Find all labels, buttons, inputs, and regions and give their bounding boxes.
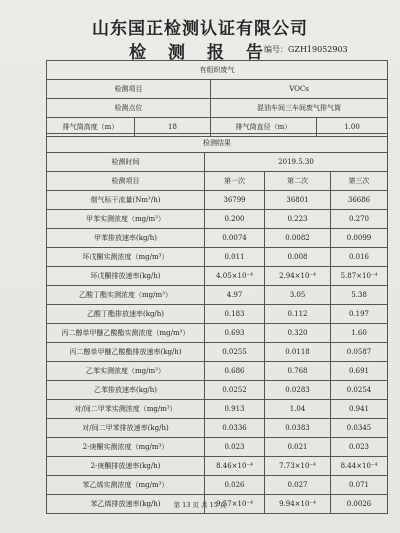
column-header-3: 第三次	[331, 172, 388, 191]
stack-diameter-value: 1.00	[317, 118, 388, 137]
row-value: 1.60	[331, 324, 388, 343]
row-item-name: 2-庚酮排放速率(kg/h)	[47, 457, 205, 476]
table-row	[47, 229, 388, 248]
row-item-name: 甲苯实测浓度（mg/m³）	[47, 210, 205, 229]
row-value: 0.0345	[331, 419, 388, 438]
row-value: 0.223	[265, 210, 331, 229]
results-section-title: 检测结果	[47, 134, 388, 153]
row-item-name: 环戊酮排放速率(kg/h)	[47, 267, 205, 286]
row-value: 0.200	[205, 210, 265, 229]
row-value: 1.04	[265, 400, 331, 419]
row-value: 0.913	[205, 400, 265, 419]
row-value: 0.0099	[331, 229, 388, 248]
row-value: 0.0082	[265, 229, 331, 248]
column-header-1: 第一次	[205, 172, 265, 191]
table-row	[47, 381, 388, 400]
table-row	[47, 324, 388, 343]
table-row	[47, 362, 388, 381]
row-value: 0.0252	[205, 381, 265, 400]
row-value: 8.46×10⁻⁴	[205, 457, 265, 476]
table-row	[47, 248, 388, 267]
row-value: 0.112	[265, 305, 331, 324]
table-row	[47, 191, 388, 210]
row-value: 0.270	[331, 210, 388, 229]
row-value: 9.57×10⁻⁴	[205, 495, 265, 514]
row-value: 0.016	[331, 248, 388, 267]
row-value: 0.768	[265, 362, 331, 381]
table-row	[47, 343, 388, 362]
row-value: 0.023	[331, 438, 388, 457]
test-date: 2019.5.30	[205, 153, 388, 172]
row-item-name: 苯乙烯排放速率(kg/h)	[47, 495, 205, 514]
info-section-title: 有组织废气	[47, 61, 388, 80]
row-item-name: 甲苯排放速率(kg/h)	[47, 229, 205, 248]
results-item-label: 检测项目	[47, 172, 205, 191]
table-row	[47, 476, 388, 495]
item-value: VOCs	[211, 80, 388, 99]
row-value: 0.693	[205, 324, 265, 343]
row-value: 0.027	[265, 476, 331, 495]
row-value: 7.73×10⁻⁴	[265, 457, 331, 476]
column-header-2: 第二次	[265, 172, 331, 191]
stack-height-value: 18	[135, 118, 211, 137]
table-row	[47, 419, 388, 438]
row-value: 0.026	[205, 476, 265, 495]
row-value: 0.021	[265, 438, 331, 457]
table-row	[47, 457, 388, 476]
row-value: 0.0255	[205, 343, 265, 362]
row-value: 4.05×10⁻⁴	[205, 267, 265, 286]
row-item-name: 乙酸丁酯排放速率(kg/h)	[47, 305, 205, 324]
stack-height-label: 排气筒高度（m）	[47, 118, 135, 137]
table-row	[47, 286, 388, 305]
row-value: 3.05	[265, 286, 331, 305]
row-value: 36686	[331, 191, 388, 210]
row-value: 0.0074	[205, 229, 265, 248]
row-item-name: 烟气标干流量(Nm³/h)	[47, 191, 205, 210]
row-value: 0.0336	[205, 419, 265, 438]
row-value: 5.38	[331, 286, 388, 305]
row-value: 0.008	[265, 248, 331, 267]
company-name: 山东国正检测认证有限公司	[92, 19, 308, 39]
row-value: 4.97	[205, 286, 265, 305]
row-item-name: 对/间二甲苯排放速率(kg/h)	[47, 419, 205, 438]
row-item-name: 2-庚酮实测浓度（mg/m³）	[47, 438, 205, 457]
row-item-name: 丙二醇单甲醚乙酸酯排放速率(kg/h)	[47, 343, 205, 362]
table-row	[47, 400, 388, 419]
row-value: 0.0026	[331, 495, 388, 514]
row-value: 0.0283	[265, 381, 331, 400]
row-value: 0.071	[331, 476, 388, 495]
row-value: 0.320	[265, 324, 331, 343]
row-item-name: 对/间二甲苯实测浓度（mg/m³）	[47, 400, 205, 419]
row-item-name: 苯乙烯实测浓度（mg/m³）	[47, 476, 205, 495]
page-number: 第 13 页 共 15 页	[173, 501, 227, 509]
table-row	[47, 267, 388, 286]
row-value: 0.686	[205, 362, 265, 381]
row-item-name: 丙二醇单甲醚乙酸酯实测浓度（mg/m³）	[47, 324, 205, 343]
report-title: 检 测 报 告	[129, 43, 271, 63]
row-value: 0.0254	[331, 381, 388, 400]
row-value: 0.0587	[331, 343, 388, 362]
row-value: 9.94×10⁻⁴	[265, 495, 331, 514]
row-item-name: 环戊酮实测浓度（mg/m³）	[47, 248, 205, 267]
stack-diameter-label: 排气筒直径（m）	[211, 118, 317, 137]
row-item-name: 乙酸丁酯实测浓度（mg/m³）	[47, 286, 205, 305]
row-value: 8.44×10⁻⁴	[331, 457, 388, 476]
row-item-name: 乙苯排放速率(kg/h)	[47, 381, 205, 400]
row-value: 0.0118	[265, 343, 331, 362]
row-value: 0.941	[331, 400, 388, 419]
table-row	[47, 305, 388, 324]
row-value: 2.94×10⁻⁴	[265, 267, 331, 286]
point-value: 混油车间三车间废气排气筒	[211, 99, 388, 118]
row-item-name: 乙苯实测浓度（mg/m³）	[47, 362, 205, 381]
sampling-info-table	[46, 60, 388, 137]
table-row	[47, 438, 388, 457]
time-label: 检测时间	[47, 153, 205, 172]
point-label: 检测点位	[47, 99, 211, 118]
row-value: 0.0383	[265, 419, 331, 438]
row-value: 0.011	[205, 248, 265, 267]
row-value: 0.023	[205, 438, 265, 457]
item-label: 检测项目	[47, 80, 211, 99]
row-value: 36799	[205, 191, 265, 210]
row-value: 5.87×10⁻⁴	[331, 267, 388, 286]
row-value: 36801	[265, 191, 331, 210]
row-value: 0.691	[331, 362, 388, 381]
row-value: 0.197	[331, 305, 388, 324]
table-row	[47, 210, 388, 229]
results-table	[46, 133, 388, 514]
report-number: 编号：GZH19052903	[264, 45, 348, 54]
row-value: 0.183	[205, 305, 265, 324]
